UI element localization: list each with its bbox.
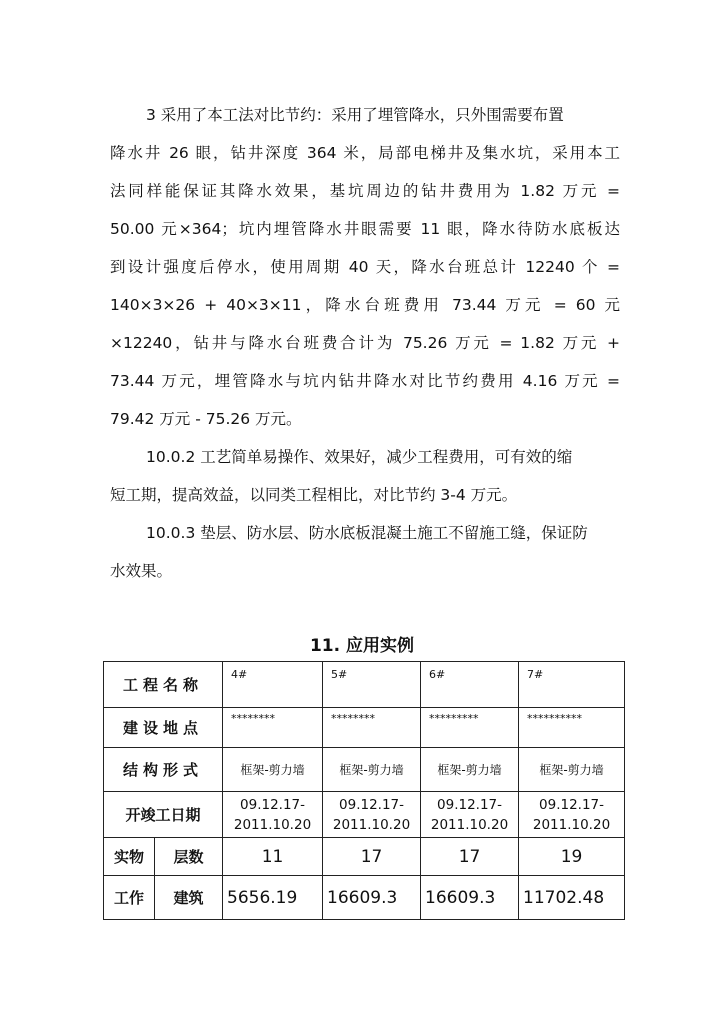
text-line: 到设计强度后停水，使用周期 40 天，降水台班总计 12240 个 = (110, 258, 620, 276)
text-line: 10.0.2 工艺简单易操作、效果好，减少工程费用，可有效的缩 (146, 448, 573, 466)
table-cell: 17 (421, 838, 519, 876)
start-date: 09.12.17- (539, 796, 605, 813)
table-cell: 19 (519, 838, 625, 876)
text-line: 73.44 万元，埋管降水与坑内钻井降水对比节约费用 4.16 万元 = (110, 372, 620, 390)
table-cell: 5# (323, 662, 421, 708)
row-label-location: 建设地点 (104, 708, 223, 748)
row-label-dates: 开竣工日期 (104, 792, 223, 838)
table-row (104, 708, 625, 748)
table-cell: ******** (223, 708, 323, 748)
table-cell: 6# (421, 662, 519, 708)
row-group-label: 实物 (104, 838, 155, 876)
table-row (104, 748, 625, 792)
table-cell: 11 (223, 838, 323, 876)
section-title: 11. 应用实例 (309, 636, 415, 656)
table-cell (223, 792, 323, 838)
text-line: 79.42 万元 - 75.26 万元。 (110, 410, 302, 428)
text-line: 50.00 元×364；坑内埋管降水井眼需要 11 眼，降水待防水底板达 (110, 220, 620, 238)
paragraph-no-joints (110, 514, 620, 590)
end-date: 2011.10.20 (430, 816, 509, 833)
paragraph-cost-comparison (110, 96, 620, 438)
table-row (104, 792, 625, 838)
row-label-name: 工程名称 (104, 662, 223, 708)
end-date: 2011.10.20 (332, 816, 411, 833)
application-examples-table (103, 661, 625, 920)
row-label-floors: 层数 (155, 838, 223, 876)
table-cell: 17 (323, 838, 421, 876)
start-date: 09.12.17- (240, 796, 306, 813)
text-line: 短工期，提高效益，以同类工程相比，对比节约 3-4 万元。 (110, 486, 518, 504)
table-cell: ******** (323, 708, 421, 748)
end-date: 2011.10.20 (233, 816, 312, 833)
table-row (104, 838, 625, 876)
text-line: 10.0.3 垫层、防水层、防水底板混凝土施工不留施工缝，保证防 (146, 524, 588, 542)
end-date: 2011.10.20 (532, 816, 611, 833)
row-label-structure: 结构形式 (104, 748, 223, 792)
row-label-building: 建筑 (155, 876, 223, 920)
table-cell: 5656.19 (223, 876, 323, 920)
table-cell: ********* (421, 708, 519, 748)
table-cell: ********** (519, 708, 625, 748)
text-line: 降水井 26 眼，钻井深度 364 米，局部电梯井及集水坑，采用本工 (110, 144, 620, 162)
start-date: 09.12.17- (339, 796, 405, 813)
table-cell: 框架-剪力墙 (323, 748, 421, 792)
text-line: 140×3×26 + 40×3×11，降水台班费用 73.44 万元 = 60 元 (110, 296, 620, 314)
table-row (104, 876, 625, 920)
table-cell: 11702.48 (519, 876, 625, 920)
text-line: ×12240，钻井与降水台班费合计为 75.26 万元 = 1.82 万元 + (110, 334, 620, 352)
table-cell: 4# (223, 662, 323, 708)
table-cell: 16609.3 (323, 876, 421, 920)
table-cell: 框架-剪力墙 (421, 748, 519, 792)
table-cell: 框架-剪力墙 (223, 748, 323, 792)
text-line: 水效果。 (110, 562, 173, 580)
text-line: 3 采用了本工法对比节约：采用了埋管降水，只外围需要布置 (146, 106, 564, 124)
table-cell (519, 792, 625, 838)
table-cell (421, 792, 519, 838)
table-cell (323, 792, 421, 838)
row-group-label: 工作 (104, 876, 155, 920)
paragraph-process-benefit (110, 438, 620, 514)
table-row (104, 662, 625, 708)
text-line: 法同样能保证其降水效果，基坑周边的钻井费用为 1.82 万元 = (110, 182, 620, 200)
table-cell: 16609.3 (421, 876, 519, 920)
table-cell: 框架-剪力墙 (519, 748, 625, 792)
table-cell: 7# (519, 662, 625, 708)
start-date: 09.12.17- (437, 796, 503, 813)
